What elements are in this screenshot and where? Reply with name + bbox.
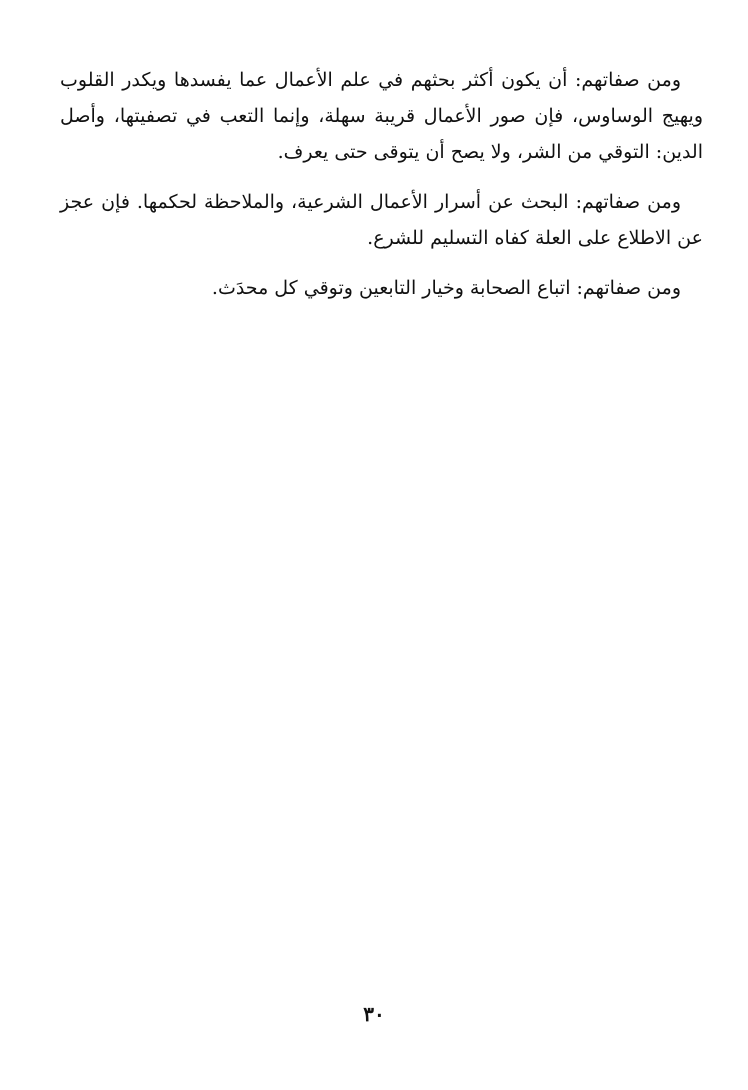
paragraph-3: ومن صفاتهم: اتباع الصحابة وخيار التابعين وتوقي كل محدَث. xyxy=(211,277,681,299)
body-text xyxy=(60,62,703,320)
paragraph-2: ومن صفاتهم: البحث عن أسرار الأعمال الشرعية، والملاحظة لحكمها. فإن عجز عن الاطلاع على العلة كفاه التسليم للشرع. xyxy=(60,191,703,249)
paragraph-1: ومن صفاتهم: أن يكون أكثر بحثهم في علم الأعمال عما يفسدها ويكدر القلوب ويهيج الوساوس، فإن صور الأعمال قريبة سهلة، وإنما التعب في تصفيتها، وأصل الدين: التوقي من الشر، ولا يصح أن يتوقى حتى يعرف. xyxy=(60,69,703,163)
page-number: ٣٠ xyxy=(363,1002,385,1026)
